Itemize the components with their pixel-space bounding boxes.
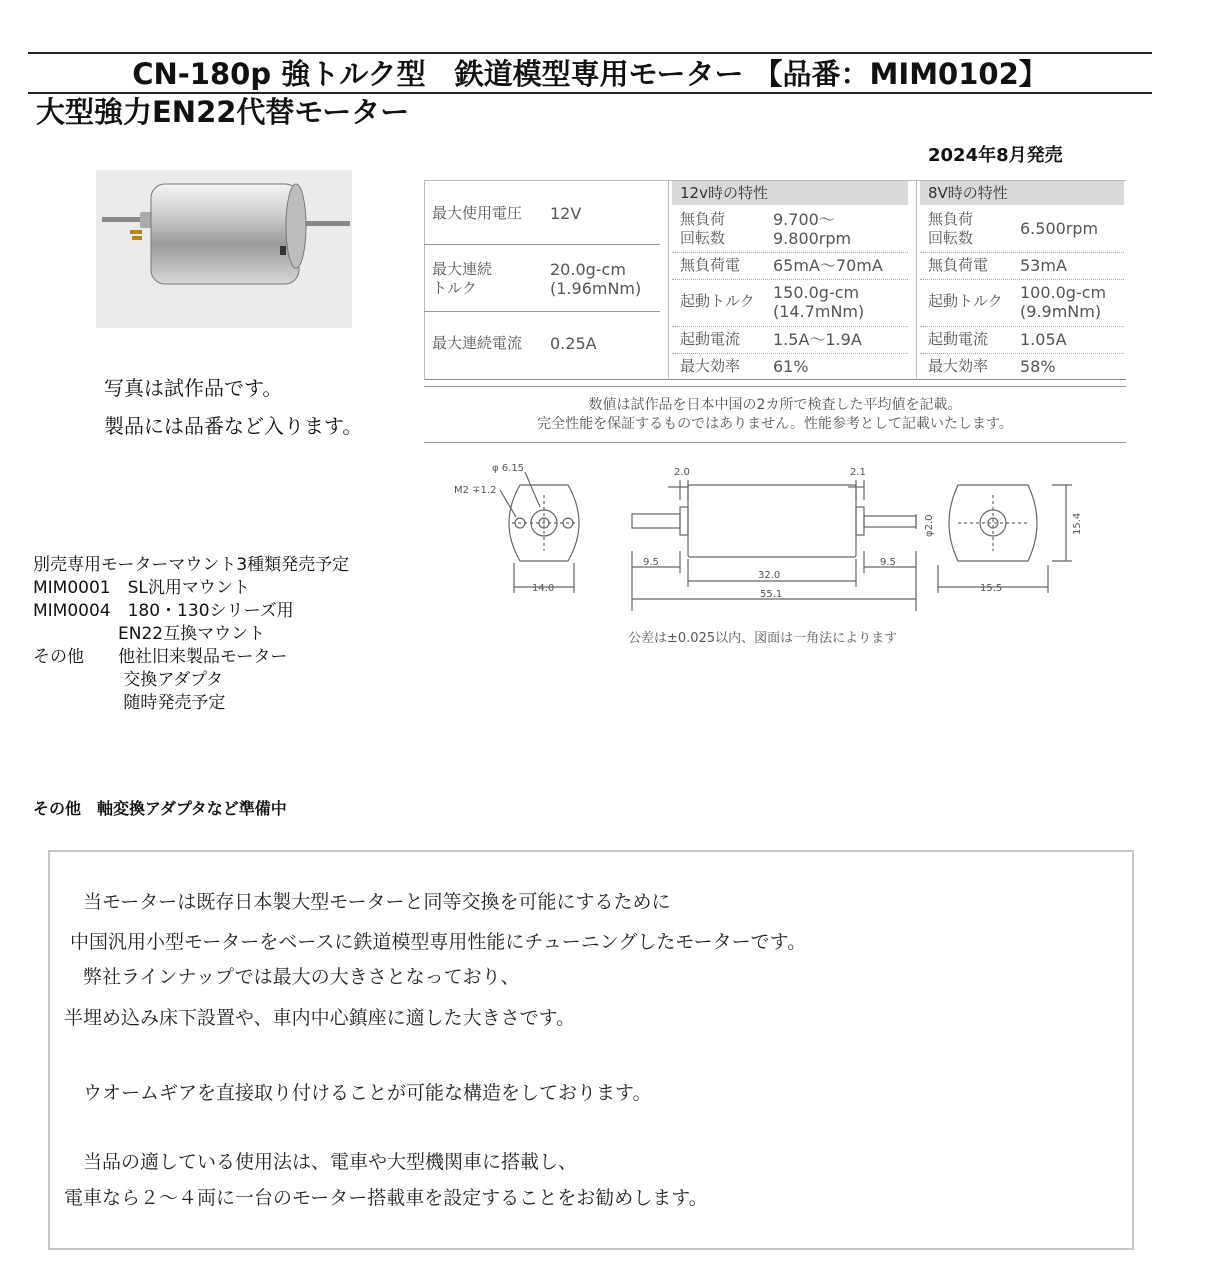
v8-noload-rpm-label-1: 無負荷 — [928, 210, 974, 228]
spec-bottom-line — [424, 379, 1126, 380]
v12-noload-rpm-label-2: 回転数 — [680, 229, 726, 247]
dim-phi: φ 6.15 — [492, 463, 525, 474]
top-rule — [28, 52, 1152, 54]
dim-2-1: 2.1 — [850, 467, 866, 478]
v12-sep-4 — [672, 353, 908, 354]
max-torque-value-1: 20.0g-cm — [550, 260, 626, 279]
max-current-value: 0.25A — [550, 334, 597, 353]
v8-noload-current-label: 無負荷電 — [928, 256, 989, 274]
spec-note-rule-bottom — [424, 442, 1126, 443]
desc-line-2: 中国汎用小型モーターをベースに鉄道模型専用性能にチューニングしたモーターです。 — [64, 931, 807, 953]
prep-note: その他 軸変換アダプタなど準備中 — [33, 799, 287, 818]
desc-line-3: 弊社ラインナップでは最大の大きさとなっており、 — [64, 966, 520, 988]
left-sep-2 — [424, 311, 660, 312]
release-date: 2024年8月発売 — [928, 145, 1063, 166]
spec-note-rule-top — [424, 386, 1126, 387]
mount-line-6: 交換アダプタ — [33, 670, 224, 690]
desc-line-1: 当モーターは既存日本製大型モーターと同等交換を可能にするために — [64, 891, 671, 913]
v12-sep-3 — [672, 326, 908, 327]
dimension-drawing — [440, 455, 1100, 655]
v8-start-torque-value-2: (9.9mNm) — [1020, 302, 1102, 321]
dim-55-1: 55.1 — [760, 589, 783, 600]
spec-divider-1 — [668, 180, 669, 380]
max-torque-value-2: (1.96mNm) — [550, 279, 642, 298]
v12-max-eff-label: 最大効率 — [680, 357, 741, 375]
photo-note-1: 写真は試作品です。 — [104, 376, 283, 400]
dim-phi-2: φ2.0 — [924, 514, 935, 537]
v8-max-eff-label: 最大効率 — [928, 357, 989, 375]
page-subtitle: 大型強力EN22代替モーター — [36, 95, 410, 129]
v12-noload-rpm-label-1: 無負荷 — [680, 210, 726, 228]
motor-body — [688, 485, 856, 557]
desc-line-4: 半埋め込み床下設置や、車内中心鎮座に適した大きさです。 — [64, 1007, 576, 1029]
v8-sep-2 — [920, 279, 1124, 280]
v8-noload-rpm-label-2: 回転数 — [928, 229, 974, 247]
v12-noload-current-label: 無負荷電 — [680, 256, 741, 274]
v12-start-torque-value-1: 150.0g-cm — [773, 283, 860, 302]
left-sep-1 — [424, 244, 660, 245]
v12-header: 12v時の特性 — [672, 181, 908, 205]
tolerance-note: 公差は±0.025以内、図面は一角法によります — [628, 631, 898, 646]
mount-line-3: MIM0004 180・130シリーズ用 — [33, 601, 294, 621]
spec-note-2: 完全性能を保証するものではありません。性能参考として記載いたします。 — [537, 416, 1013, 432]
v12-start-torque-label: 起動トルク — [680, 292, 755, 310]
desc-line-6: 当品の適している使用法は、電車や大型機関車に搭載し、 — [64, 1151, 578, 1173]
motor-photo — [96, 170, 352, 328]
max-torque-label-1: 最大連続 — [432, 260, 493, 278]
mount-line-1: 別売専用モーターマウント3種類発売予定 — [33, 555, 350, 575]
v8-noload-rpm-value: 6.500rpm — [1020, 219, 1099, 238]
spec-table — [424, 180, 1126, 380]
dim-width-14: 14.0 — [532, 583, 555, 594]
shaft-right — [864, 516, 916, 527]
max-current-label: 最大連続電流 — [432, 334, 523, 352]
v8-sep-1 — [920, 252, 1124, 253]
v12-noload-current-value: 65mA～70mA — [773, 256, 883, 275]
v8-start-torque-label: 起動トルク — [928, 292, 1003, 310]
v12-start-current-label: 起動電流 — [680, 330, 741, 348]
spec-divider-2 — [916, 180, 917, 380]
dim-32-0: 32.0 — [758, 570, 781, 581]
v12-sep-2 — [672, 279, 908, 280]
mount-line-5: その他 他社旧来製品モーター — [33, 647, 288, 667]
v12-sep-1 — [672, 252, 908, 253]
dim-2-0: 2.0 — [674, 467, 690, 478]
shaft-left — [632, 514, 680, 528]
photo-note-2: 製品には品番など入ります。 — [104, 414, 363, 438]
max-voltage-value: 12V — [550, 204, 582, 223]
spec-note-1: 数値は試作品を日本中国の2カ所で検査した平均値を記載。 — [588, 397, 962, 413]
desc-line-5: ウオームギアを直接取り付けることが可能な構造をしております。 — [64, 1082, 652, 1104]
motor-image — [96, 170, 352, 328]
v8-start-current-value: 1.05A — [1020, 330, 1067, 349]
dim-15-4: 15.4 — [1072, 512, 1083, 535]
dim-15-5: 15.5 — [980, 583, 1003, 594]
v8-start-current-label: 起動電流 — [928, 330, 989, 348]
mount-line-4: EN22互換マウント — [33, 624, 266, 644]
dim-9-5-left: 9.5 — [643, 557, 659, 568]
page-title: CN-180p 強トルク型 鉄道模型専用モーター 【品番：MIM0102】 — [132, 57, 1048, 91]
dim-9-5-right: 9.5 — [880, 557, 896, 568]
v8-sep-3 — [920, 326, 1124, 327]
mount-line-2: MIM0001 SL汎用マウント — [33, 578, 250, 598]
dim-thread: M2 ∓1.2 — [454, 485, 497, 496]
v8-header: 8V時の特性 — [920, 181, 1124, 205]
spec-left-border — [424, 180, 425, 380]
v8-noload-current-value: 53mA — [1020, 256, 1067, 275]
v12-max-eff-value: 61% — [773, 357, 809, 376]
v12-noload-rpm-value-1: 9.700～ — [773, 210, 835, 229]
max-torque-label-2: トルク — [432, 279, 477, 297]
v8-sep-4 — [920, 353, 1124, 354]
v8-start-torque-value-1: 100.0g-cm — [1020, 283, 1107, 302]
v12-start-current-value: 1.5A～1.9A — [773, 330, 862, 349]
max-voltage-label: 最大使用電圧 — [432, 204, 523, 222]
v8-max-eff-value: 58% — [1020, 357, 1056, 376]
v12-noload-rpm-value-2: 9.800rpm — [773, 229, 852, 248]
v12-start-torque-value-2: (14.7mNm) — [773, 302, 865, 321]
desc-line-7: 電車なら２～４両に一台のモーター搭載車を設定することをお勧めします。 — [64, 1187, 708, 1209]
mount-line-7: 随時発売予定 — [33, 693, 226, 713]
